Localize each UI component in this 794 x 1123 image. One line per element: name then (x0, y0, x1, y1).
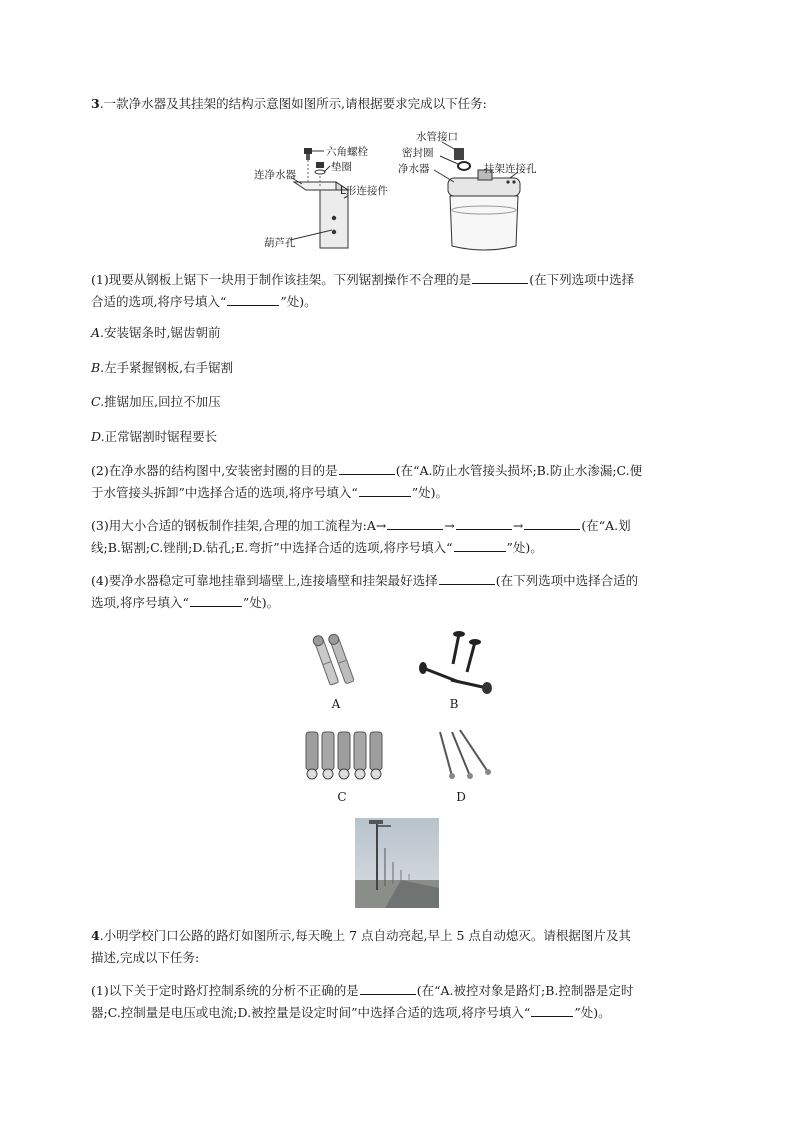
label-washer: 垫圈 (331, 161, 352, 173)
purifier-body-shape (450, 196, 518, 250)
caption-c: C (337, 790, 347, 804)
street-lamp-photo (355, 818, 439, 908)
blind-rivet-image (430, 728, 492, 782)
label-hex-bolt: 六角螺栓 (326, 146, 368, 158)
gourd-hole-shape (332, 216, 336, 220)
q3-part4-line2: 选项,将序号填入“ ”处)。 (91, 595, 280, 610)
drywall-screw-image (415, 628, 495, 696)
q4-part1-line1: (1)以下关于定时路灯控制系统的分析不正确的是 (在“A.被控对象是路灯;B.控制器是定时 (91, 983, 634, 998)
q3-part3-line2: 线;B.锯割;C.锉削;D.钻孔;E.弯折”中选择合适的选项,将序号填入“ ”处)。 (91, 540, 543, 555)
label-hanger-hole: 挂架连接孔 (484, 163, 537, 175)
label-connect-purifier: 连净水器 (254, 169, 296, 181)
answer-blank[interactable] (454, 539, 506, 552)
caption-d: D (456, 790, 466, 804)
caption-a: A (331, 697, 341, 711)
q4-part1-line2: 器;C.控制量是电压或电流;D.被控量是设定时间”中选择合适的选项,将序号填入“ ”处)。 (91, 1005, 611, 1020)
answer-blank[interactable] (456, 517, 512, 530)
label-l-connector: L形连接件 (340, 185, 388, 197)
wall-plug-image (300, 728, 388, 782)
q3-part1-line1: (1)现要从钢板上锯下一块用于制作该挂架。下列锯割操作不合理的是 (在下列选项中选择 (91, 272, 635, 287)
answer-blank[interactable] (439, 572, 495, 585)
q3-option-b: B.左手紧握钢板,右手锯割 (91, 360, 234, 375)
answer-blank[interactable] (359, 484, 411, 497)
hanger-diagram (244, 126, 414, 254)
answer-blank[interactable] (339, 462, 395, 475)
answer-blank[interactable] (531, 1004, 573, 1017)
answer-blank[interactable] (387, 517, 443, 530)
purifier-head-shape (448, 178, 520, 196)
answer-blank[interactable] (360, 982, 416, 995)
q3-part1-line2: 合适的选项,将序号填入“ ”处)。 (91, 294, 317, 309)
q3-option-d: D.正常锯割时锯程要长 (91, 429, 218, 444)
hanger-hole-shape (506, 180, 509, 183)
answer-blank[interactable] (472, 271, 528, 284)
q3-option-c: C.推锯加压,回拉不加压 (91, 394, 221, 409)
purifier-diagram (394, 126, 554, 254)
q3-part2-line2: 于水管接头拆卸”中选择合适的选项,将序号填入“ ”处)。 (91, 485, 449, 500)
q3-part2-line1: (2)在净水器的结构图中,安装密封圈的目的是 (在“A.防止水管接头损坏;B.防止水渗漏;C.便 (91, 463, 643, 478)
label-seal-ring: 密封圈 (402, 147, 434, 159)
q3-part3-line1: (3)用大小合适的钢板制作挂架,合理的加工流程为:A→ → → (在“A.划 (91, 518, 631, 533)
q3-part4-line1: (4)要净水器稳定可靠地挂靠到墙壁上,连接墙壁和挂架最好选择 (在下列选项中选择合适的 (91, 573, 639, 588)
hex-bolt-shape (304, 148, 312, 154)
q4-stem-line1: 4.小明学校门口公路的路灯如图所示,每天晚上 7 点自动亮起,早上 5 点自动熄灭。请根据图片及其 (91, 928, 631, 943)
answer-blank[interactable] (227, 293, 279, 306)
label-pipe-joint: 水管接口 (416, 131, 458, 143)
label-gourd-hole: 葫芦孔 (264, 237, 296, 249)
answer-blank[interactable] (524, 517, 580, 530)
answer-blank[interactable] (190, 594, 242, 607)
caption-b: B (449, 697, 459, 711)
q3-option-a: A.安装锯条时,锯齿朝前 (91, 325, 221, 340)
q3-stem: 3.一款净水器及其挂架的结构示意图如图所示,请根据要求完成以下任务: (91, 96, 487, 111)
washer-shape (315, 170, 325, 174)
q4-stem-line2: 描述,完成以下任务: (91, 950, 200, 965)
label-purifier: 净水器 (398, 163, 430, 175)
expansion-bolt-image (305, 632, 367, 694)
seal-ring-shape (458, 162, 470, 170)
